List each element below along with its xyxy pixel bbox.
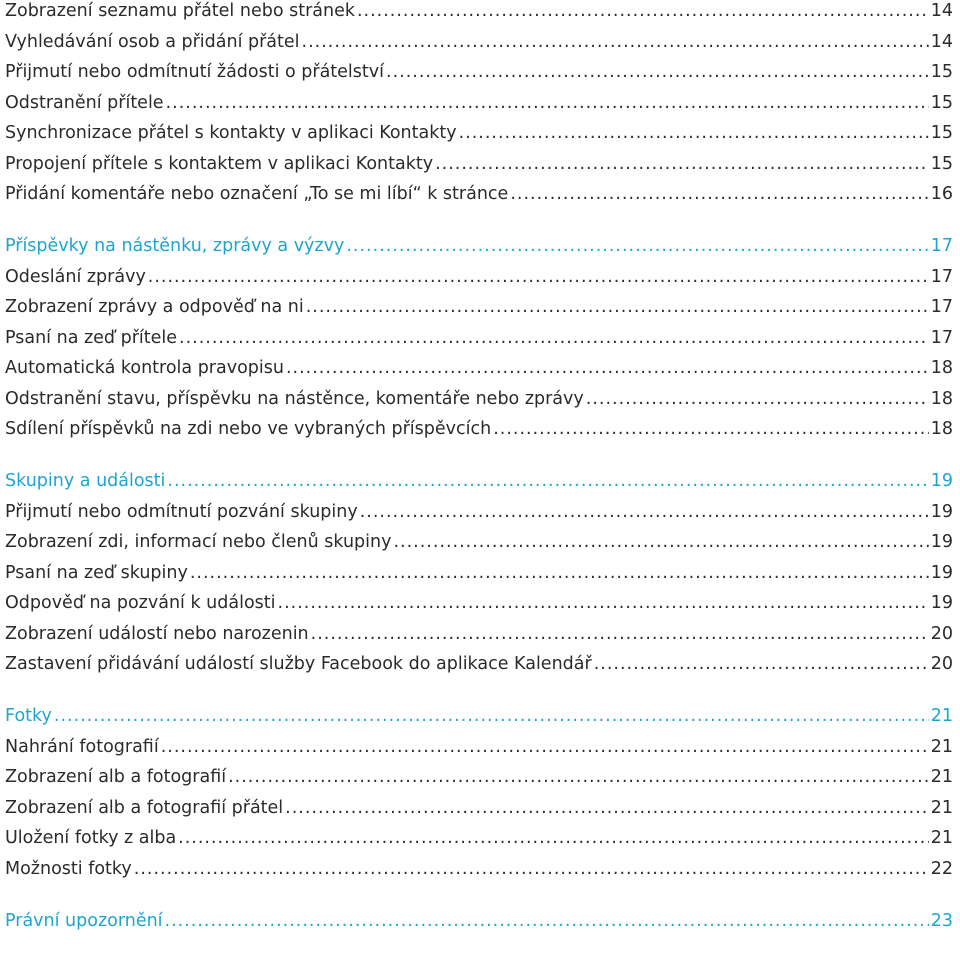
toc-page-number: 21	[930, 797, 953, 818]
toc-entry-label: Psaní na zeď přítele	[5, 327, 178, 348]
toc-entry[interactable]	[5, 523, 953, 553]
toc-section-heading[interactable]	[5, 697, 953, 727]
toc-entry[interactable]	[5, 819, 953, 849]
toc-dot-leader	[510, 183, 928, 205]
toc-entry[interactable]	[5, 23, 953, 53]
toc-page-number: 19	[930, 501, 953, 522]
toc-dot-leader	[228, 766, 929, 788]
toc-page-number: 15	[930, 123, 953, 143]
toc-dot-leader	[435, 153, 929, 175]
toc-dot-leader	[134, 858, 929, 880]
toc-dot-leader	[459, 122, 929, 144]
toc-page-number: 17	[930, 327, 953, 348]
toc-entry-label: Zobrazení zprávy a odpověď na ni	[5, 297, 304, 317]
toc-entry[interactable]	[5, 319, 953, 349]
toc-entry[interactable]	[5, 789, 953, 819]
toc-dot-leader	[306, 296, 929, 318]
toc-entry-label: Zastavení přidávání událostí služby Facebook do aplikace Kalendář	[5, 654, 592, 674]
toc-entry-label: Příspěvky na nástěnku, zprávy a výzvy	[5, 236, 345, 256]
toc-dot-leader	[594, 653, 929, 675]
toc-page-number: 19	[930, 562, 953, 583]
toc-entry[interactable]	[5, 114, 953, 144]
toc-page-number: 15	[930, 92, 953, 113]
toc-dot-leader	[54, 705, 929, 727]
toc-dot-leader	[167, 470, 928, 492]
toc-page-number: 14	[930, 31, 953, 52]
toc-entry[interactable]	[5, 584, 953, 614]
toc-entry[interactable]	[5, 554, 953, 584]
toc-entry-label: Odeslání zprávy	[5, 266, 146, 287]
toc-dot-leader	[178, 827, 929, 849]
toc-entry-label: Vyhledávání osob a přidání přátel	[5, 31, 300, 52]
toc-entry-label: Odpověď na pozvání k události	[5, 593, 276, 613]
toc-page-number: 22	[930, 858, 953, 879]
toc-entry[interactable]	[5, 410, 953, 440]
toc-entry-label: Skupiny a události	[5, 471, 166, 491]
toc-dot-leader	[190, 562, 929, 584]
toc-entry-label: Zobrazení alb a fotografií	[5, 767, 227, 787]
toc-page-number: 23	[930, 910, 953, 931]
toc-entry[interactable]	[5, 258, 953, 288]
toc-page-number: 15	[930, 62, 953, 82]
toc-entry-label: Sdílení příspěvků na zdi nebo ve vybraných příspěvcích	[5, 419, 492, 439]
toc-entry[interactable]	[5, 728, 953, 758]
toc-entry[interactable]	[5, 645, 953, 675]
toc-entry-label: Fotky	[5, 706, 52, 726]
toc-page-number: 14	[930, 1, 953, 21]
toc-dot-leader	[278, 592, 929, 614]
toc-dot-leader	[302, 31, 929, 53]
toc-entry[interactable]	[5, 0, 953, 22]
toc-entry-label: Nahrání fotografií	[5, 736, 159, 757]
toc-dot-leader	[165, 910, 929, 932]
toc-entry-label: Zobrazení alb a fotografií přátel	[5, 797, 284, 818]
toc-page-number: 17	[930, 236, 953, 256]
toc-entry-label: Přijmutí nebo odmítnutí žádosti o přátelství	[5, 62, 384, 82]
toc-entry[interactable]	[5, 850, 953, 880]
toc-entry-label: Zobrazení seznamu přátel nebo stránek	[5, 1, 355, 21]
toc-entry-label: Odstranění přítele	[5, 92, 164, 113]
toc-dot-leader	[161, 736, 929, 758]
toc-page-number: 15	[930, 153, 953, 174]
toc-entry-label: Uložení fotky z alba	[5, 828, 177, 848]
toc-entry-label: Zobrazení zdi, informací nebo členů skupiny	[5, 532, 392, 552]
toc-entry-label: Zobrazení událostí nebo narozenin	[5, 623, 309, 644]
toc-entry-label: Automatická kontrola pravopisu	[5, 358, 284, 378]
toc-dot-leader	[285, 797, 929, 819]
toc-entry-label: Odstranění stavu, příspěvku na nástěnce, komentáře nebo zprávy	[5, 388, 584, 409]
toc-dot-leader	[346, 235, 928, 257]
toc-entry-label: Možnosti fotky	[5, 858, 132, 879]
toc-page-number: 18	[930, 358, 953, 378]
toc-dot-leader	[148, 266, 929, 288]
toc-entry[interactable]	[5, 380, 953, 410]
toc-page-number: 19	[930, 532, 953, 552]
toc-entry[interactable]	[5, 288, 953, 318]
toc-entry-label: Právní upozornění	[5, 910, 163, 931]
toc-page-number: 20	[930, 623, 953, 644]
toc-page-number: 20	[930, 654, 953, 674]
toc-page-number: 19	[930, 471, 953, 491]
toc-dot-leader	[311, 623, 929, 645]
toc-section-heading[interactable]	[5, 462, 953, 492]
toc-entry[interactable]	[5, 53, 953, 83]
toc-dot-leader	[286, 357, 929, 379]
toc-dot-leader	[360, 501, 929, 523]
toc-dot-leader	[166, 92, 929, 114]
toc-page-number: 16	[930, 184, 953, 204]
toc-dot-leader	[393, 531, 928, 553]
toc-entry[interactable]	[5, 758, 953, 788]
toc-section-heading[interactable]	[5, 902, 953, 932]
toc-entry[interactable]	[5, 615, 953, 645]
toc-dot-leader	[386, 61, 929, 83]
toc-entry-label: Synchronizace přátel s kontakty v aplikaci Kontakty	[5, 123, 457, 143]
toc-page-number: 19	[930, 593, 953, 613]
toc-dot-leader	[357, 0, 929, 22]
toc-page-number: 18	[930, 419, 953, 439]
toc-entry[interactable]	[5, 175, 953, 205]
toc-entry[interactable]	[5, 145, 953, 175]
toc-entry[interactable]	[5, 349, 953, 379]
toc-entry-label: Propojení přítele s kontaktem v aplikaci Kontakty	[5, 153, 434, 174]
toc-entry-label: Přijmutí nebo odmítnutí pozvání skupiny	[5, 501, 358, 522]
toc-page-number: 21	[930, 767, 953, 787]
toc-dot-leader	[586, 388, 929, 410]
toc-entry-label: Přidání komentáře nebo označení „To se mi líbí“ k stránce	[5, 184, 509, 204]
toc-entry[interactable]	[5, 84, 953, 114]
toc-dot-leader	[493, 418, 929, 440]
toc-entry[interactable]	[5, 493, 953, 523]
toc-page-number: 21	[930, 706, 953, 726]
toc-dot-leader	[179, 327, 929, 349]
toc-entry-label: Psaní na zeď skupiny	[5, 562, 188, 583]
toc-page-number: 21	[930, 736, 953, 757]
toc-section-heading[interactable]	[5, 227, 953, 257]
toc-page-number: 17	[930, 266, 953, 287]
toc-page-number: 17	[930, 297, 953, 317]
toc-page-number: 18	[930, 388, 953, 409]
toc-page-number: 21	[930, 828, 953, 848]
